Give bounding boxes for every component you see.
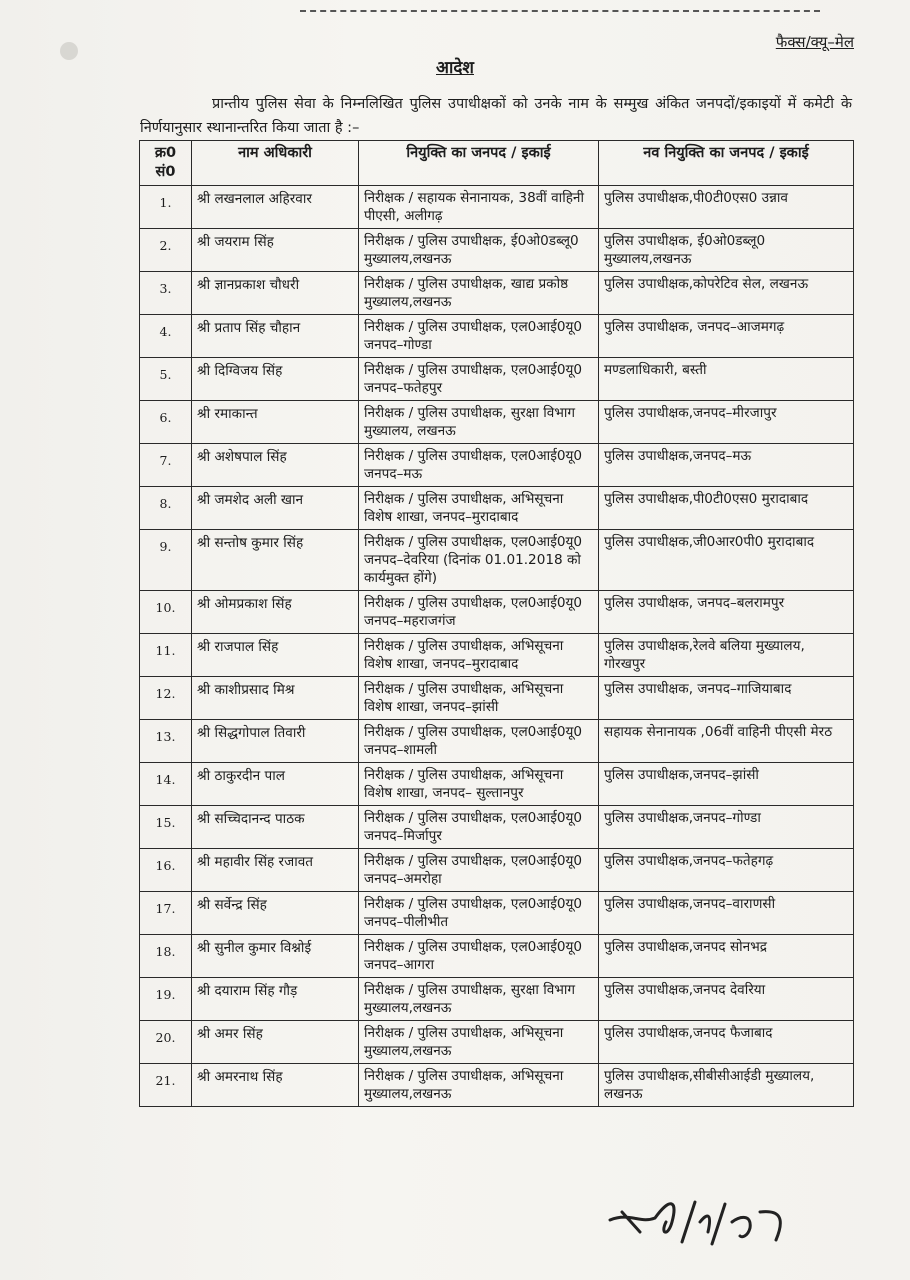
table-row: [140, 634, 854, 677]
row-officer-name: श्री प्रताप सिंह चौहान: [192, 315, 359, 358]
row-sn: 18.: [140, 935, 192, 978]
row-current-posting: निरीक्षक / पुलिस उपाधीक्षक, खाद्य प्रकोष्ठ मुख्यालय,लखनऊ: [359, 272, 599, 315]
row-new-posting: पुलिस उपाधीक्षक,सीबीसीआईडी मुख्यालय, लखनऊ: [599, 1064, 854, 1107]
row-sn: 10.: [140, 591, 192, 634]
row-new-posting: पुलिस उपाधीक्षक,जनपद–गोण्डा: [599, 806, 854, 849]
row-sn: 12.: [140, 677, 192, 720]
row-current-posting: निरीक्षक / सहायक सेनानायक, 38वीं वाहिनी पीएसी, अलीगढ़: [359, 186, 599, 229]
row-officer-name: श्री दयाराम सिंह गौड़: [192, 978, 359, 1021]
table-row: [140, 935, 854, 978]
table-row: [140, 677, 854, 720]
table-row: [140, 1021, 854, 1064]
row-new-posting: पुलिस उपाधीक्षक, जनपद–आजमगढ़: [599, 315, 854, 358]
row-current-posting: निरीक्षक / पुलिस उपाधीक्षक, सुरक्षा विभाग मुख्यालय, लखनऊ: [359, 401, 599, 444]
table-row: [140, 315, 854, 358]
table-row: [140, 487, 854, 530]
row-new-posting: सहायक सेनानायक ,06वीं वाहिनी पीएसी मेरठ: [599, 720, 854, 763]
table-row: [140, 358, 854, 401]
table-row: [140, 272, 854, 315]
intro-paragraph: [140, 92, 852, 140]
intro-text: प्रान्तीय पुलिस सेवा के निम्नलिखित पुलिस उपाधीक्षकों को उनके नाम के सम्मुख अंकित जनपदों/इकाइयों में कमेटी के निर्णयानुसार स्थानान्तरित किया जाता है :–: [140, 96, 852, 136]
table-row: [140, 849, 854, 892]
table-row: [140, 806, 854, 849]
row-officer-name: श्री अमरनाथ सिंह: [192, 1064, 359, 1107]
row-officer-name: श्री ज्ञानप्रकाश चौधरी: [192, 272, 359, 315]
row-officer-name: श्री अशेषपाल सिंह: [192, 444, 359, 487]
row-current-posting: निरीक्षक / पुलिस उपाधीक्षक, एल0आई0यू0 जनपद–देवरिया (दिनांक 01.01.2018 को कार्यमुक्त होंगे): [359, 530, 599, 591]
row-sn: 16.: [140, 849, 192, 892]
top-border-line: [300, 10, 820, 12]
header-new-posting: नव नियुक्ति का जनपद / इकाई: [599, 141, 854, 186]
row-new-posting: पुलिस उपाधीक्षक,जनपद–मीरजापुर: [599, 401, 854, 444]
row-sn: 5.: [140, 358, 192, 401]
row-new-posting: पुलिस उपाधीक्षक,जनपद–झांसी: [599, 763, 854, 806]
row-officer-name: श्री महावीर सिंह रजावत: [192, 849, 359, 892]
row-current-posting: निरीक्षक / पुलिस उपाधीक्षक, एल0आई0यू0 जनपद–फतेहपुर: [359, 358, 599, 401]
row-new-posting: पुलिस उपाधीक्षक, जनपद–गाजियाबाद: [599, 677, 854, 720]
distribution-note: फैक्स/क्यू–मेल: [775, 33, 854, 51]
table-row: [140, 1064, 854, 1107]
row-new-posting: पुलिस उपाधीक्षक,जनपद–मऊ: [599, 444, 854, 487]
row-sn: 11.: [140, 634, 192, 677]
row-current-posting: निरीक्षक / पुलिस उपाधीक्षक, एल0आई0यू0 जनपद–पीलीभीत: [359, 892, 599, 935]
header-current-posting: नियुक्ति का जनपद / इकाई: [359, 141, 599, 186]
table-row: [140, 229, 854, 272]
row-current-posting: निरीक्षक / पुलिस उपाधीक्षक, अभिसूचना विशेष शाखा, जनपद– सुल्तानपुर: [359, 763, 599, 806]
row-current-posting: निरीक्षक / पुलिस उपाधीक्षक, अभिसूचना विशेष शाखा, जनपद–मुरादाबाद: [359, 487, 599, 530]
row-officer-name: श्री ठाकुरदीन पाल: [192, 763, 359, 806]
table-header-row: [140, 141, 854, 186]
row-current-posting: निरीक्षक / पुलिस उपाधीक्षक, अभिसूचना मुख्यालय,लखनऊ: [359, 1064, 599, 1107]
row-officer-name: श्री सच्चिदानन्द पाठक: [192, 806, 359, 849]
row-officer-name: श्री जमशेद अली खान: [192, 487, 359, 530]
row-officer-name: श्री काशीप्रसाद मिश्र: [192, 677, 359, 720]
table-row: [140, 591, 854, 634]
row-current-posting: निरीक्षक / पुलिस उपाधीक्षक, एल0आई0यू0 जनपद–शामली: [359, 720, 599, 763]
order-title: आदेश: [436, 58, 474, 78]
row-sn: 6.: [140, 401, 192, 444]
row-officer-name: श्री सुनील कुमार विश्नोई: [192, 935, 359, 978]
row-new-posting: पुलिस उपाधीक्षक,जनपद देवरिया: [599, 978, 854, 1021]
row-new-posting: पुलिस उपाधीक्षक,रेलवे बलिया मुख्यालय, गोरखपुर: [599, 634, 854, 677]
row-officer-name: श्री दिग्विजय सिंह: [192, 358, 359, 401]
table-row: [140, 186, 854, 229]
row-current-posting: निरीक्षक / पुलिस उपाधीक्षक, एल0आई0यू0 जनपद–मिर्जापुर: [359, 806, 599, 849]
row-officer-name: श्री सर्वेन्द्र सिंह: [192, 892, 359, 935]
row-officer-name: श्री रमाकान्त: [192, 401, 359, 444]
row-current-posting: निरीक्षक / पुलिस उपाधीक्षक, अभिसूचना विशेष शाखा, जनपद–मुरादाबाद: [359, 634, 599, 677]
row-new-posting: पुलिस उपाधीक्षक,जनपद–वाराणसी: [599, 892, 854, 935]
row-current-posting: निरीक्षक / पुलिस उपाधीक्षक, एल0आई0यू0 जनपद–आगरा: [359, 935, 599, 978]
row-officer-name: श्री जयराम सिंह: [192, 229, 359, 272]
row-sn: 2.: [140, 229, 192, 272]
header-name: नाम अधिकारी: [192, 141, 359, 186]
row-current-posting: निरीक्षक / पुलिस उपाधीक्षक, एल0आई0यू0 जनपद–महराजगंज: [359, 591, 599, 634]
table-row: [140, 530, 854, 591]
row-new-posting: मण्डलाधिकारी, बस्ती: [599, 358, 854, 401]
transfer-table: [139, 140, 854, 1107]
row-officer-name: श्री सन्तोष कुमार सिंह: [192, 530, 359, 591]
row-current-posting: निरीक्षक / पुलिस उपाधीक्षक, एल0आई0यू0 जनपद–गोण्डा: [359, 315, 599, 358]
row-officer-name: श्री राजपाल सिंह: [192, 634, 359, 677]
row-new-posting: पुलिस उपाधीक्षक,पी0टी0एस0 उन्नाव: [599, 186, 854, 229]
row-new-posting: पुलिस उपाधीक्षक, ई0ओ0डब्लू0 मुख्यालय,लखनऊ: [599, 229, 854, 272]
row-new-posting: पुलिस उपाधीक्षक,कोपरेटिव सेल, लखनऊ: [599, 272, 854, 315]
signature: [600, 1192, 800, 1262]
row-sn: 15.: [140, 806, 192, 849]
row-sn: 3.: [140, 272, 192, 315]
row-officer-name: श्री लखनलाल अहिरवार: [192, 186, 359, 229]
header-sn: क्र0 सं0: [140, 141, 192, 186]
row-new-posting: पुलिस उपाधीक्षक,जी0आर0पी0 मुरादाबाद: [599, 530, 854, 591]
row-officer-name: श्री ओमप्रकाश सिंह: [192, 591, 359, 634]
row-new-posting: पुलिस उपाधीक्षक,पी0टी0एस0 मुरादाबाद: [599, 487, 854, 530]
row-sn: 17.: [140, 892, 192, 935]
table-row: [140, 444, 854, 487]
row-current-posting: निरीक्षक / पुलिस उपाधीक्षक, सुरक्षा विभाग मुख्यालय,लखनऊ: [359, 978, 599, 1021]
row-sn: 20.: [140, 1021, 192, 1064]
row-officer-name: श्री सिद्धगोपाल तिवारी: [192, 720, 359, 763]
row-officer-name: श्री अमर सिंह: [192, 1021, 359, 1064]
row-new-posting: पुलिस उपाधीक्षक,जनपद–फतेहगढ़: [599, 849, 854, 892]
table-row: [140, 720, 854, 763]
row-sn: 19.: [140, 978, 192, 1021]
row-sn: 4.: [140, 315, 192, 358]
row-current-posting: निरीक्षक / पुलिस उपाधीक्षक, एल0आई0यू0 जनपद–अमरोहा: [359, 849, 599, 892]
row-current-posting: निरीक्षक / पुलिस उपाधीक्षक, एल0आई0यू0 जनपद–मऊ: [359, 444, 599, 487]
row-current-posting: निरीक्षक / पुलिस उपाधीक्षक, अभिसूचना मुख्यालय,लखनऊ: [359, 1021, 599, 1064]
row-current-posting: निरीक्षक / पुलिस उपाधीक्षक, अभिसूचना विशेष शाखा, जनपद–झांसी: [359, 677, 599, 720]
row-sn: 8.: [140, 487, 192, 530]
table-row: [140, 892, 854, 935]
row-sn: 1.: [140, 186, 192, 229]
row-sn: 9.: [140, 530, 192, 591]
row-sn: 7.: [140, 444, 192, 487]
row-current-posting: निरीक्षक / पुलिस उपाधीक्षक, ई0ओ0डब्लू0 मुख्यालय,लखनऊ: [359, 229, 599, 272]
row-new-posting: पुलिस उपाधीक्षक,जनपद सोनभद्र: [599, 935, 854, 978]
table-row: [140, 401, 854, 444]
row-new-posting: पुलिस उपाधीक्षक,जनपद फैजाबाद: [599, 1021, 854, 1064]
table-row: [140, 763, 854, 806]
row-new-posting: पुलिस उपाधीक्षक, जनपद–बलरामपुर: [599, 591, 854, 634]
row-sn: 14.: [140, 763, 192, 806]
table-row: [140, 978, 854, 1021]
row-sn: 13.: [140, 720, 192, 763]
row-sn: 21.: [140, 1064, 192, 1107]
